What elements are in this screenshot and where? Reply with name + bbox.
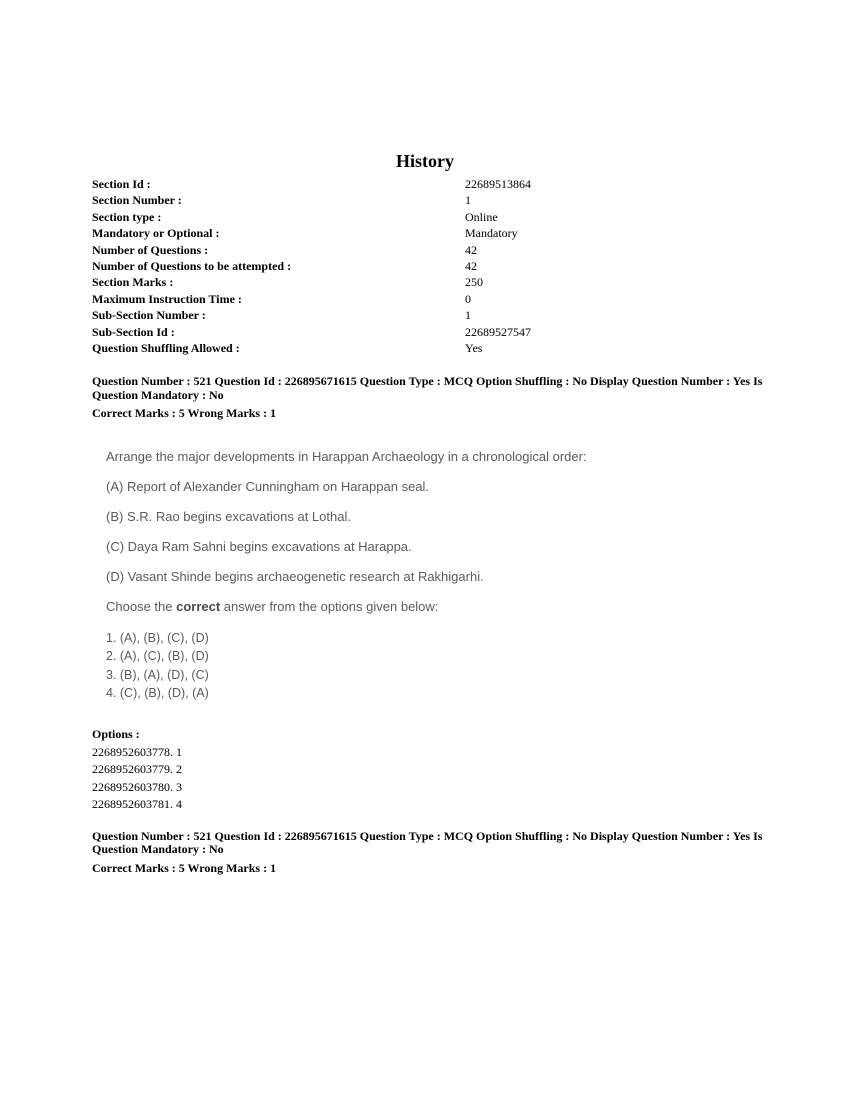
option-id-3: 2268952603780. 3 bbox=[92, 779, 182, 794]
options-block bbox=[92, 726, 850, 814]
info-label: Sub-Section Id : bbox=[92, 324, 175, 339]
info-label: Section Number : bbox=[92, 193, 182, 208]
info-value: 42 bbox=[465, 259, 477, 274]
info-value: 22689513864 bbox=[465, 177, 531, 191]
info-row-section-marks bbox=[92, 274, 850, 290]
info-value: Mandatory bbox=[465, 226, 518, 241]
info-row-section-type bbox=[92, 209, 850, 225]
question-meta-top bbox=[92, 375, 782, 421]
info-row-section-id bbox=[92, 176, 850, 192]
info-value: 250 bbox=[465, 275, 483, 290]
statement-a: (A) Report of Alexander Cunningham on Harappan seal. bbox=[106, 478, 430, 494]
info-row-sub-section-id bbox=[92, 324, 850, 340]
options-heading: Options : bbox=[92, 726, 140, 741]
info-row-section-number bbox=[92, 192, 850, 208]
section-info-table bbox=[92, 176, 850, 356]
info-value: 1 bbox=[465, 308, 471, 323]
option-id-1: 2268952603778. 1 bbox=[92, 744, 182, 759]
choose-instruction bbox=[106, 599, 850, 615]
info-row-question-shuffling bbox=[92, 340, 850, 356]
info-row-number-of-questions bbox=[92, 242, 850, 258]
info-value: 22689527547 bbox=[465, 324, 531, 339]
question-meta-line1: Question Number : 521 Question Id : 226895671615 Question Type : MCQ Option Shuffling : No Display Question Number : Yes Is bbox=[92, 828, 763, 843]
question-meta-line2: Question Mandatory : No bbox=[92, 842, 224, 857]
choose-bold-word: correct bbox=[176, 598, 221, 614]
info-label: Question Shuffling Allowed : bbox=[92, 341, 240, 356]
info-row-max-instruction-time bbox=[92, 291, 850, 307]
page-title: History bbox=[396, 151, 454, 171]
info-label: Number of Questions : bbox=[92, 242, 209, 257]
info-value: Online bbox=[465, 209, 498, 224]
question-meta-line2: Question Mandatory : No bbox=[92, 387, 224, 402]
option-id-4: 2268952603781. 4 bbox=[92, 797, 182, 812]
question-meta-line1: Question Number : 521 Question Id : 226895671615 Question Type : MCQ Option Shuffling : No Display Question Number : Yes Is bbox=[92, 374, 763, 389]
info-label: Maximum Instruction Time : bbox=[92, 291, 242, 306]
statement-c: (C) Daya Ram Sahni begins excavations at Harappa. bbox=[106, 538, 412, 554]
statement-b: (B) S.R. Rao begins excavations at Lothal. bbox=[106, 508, 351, 524]
info-label: Section Id : bbox=[92, 177, 151, 191]
info-row-mandatory-optional bbox=[92, 225, 850, 241]
info-label: Section Marks : bbox=[92, 275, 174, 290]
question-body bbox=[106, 449, 850, 703]
info-value: Yes bbox=[465, 341, 483, 356]
statement-d: (D) Vasant Shinde begins archaeogenetic research at Rakhigarhi. bbox=[106, 568, 484, 584]
choice-1: 1. (A), (B), (C), (D) bbox=[106, 630, 209, 645]
question-marks: Correct Marks : 5 Wrong Marks : 1 bbox=[92, 860, 277, 875]
choice-3: 3. (B), (A), (D), (C) bbox=[106, 667, 209, 682]
info-value: 1 bbox=[465, 193, 471, 208]
question-meta-line bbox=[92, 830, 782, 857]
choose-prefix: Choose the bbox=[106, 598, 177, 614]
info-label: Section type : bbox=[92, 209, 162, 224]
info-row-questions-to-attempt bbox=[92, 258, 850, 274]
choice-2: 2. (A), (C), (B), (D) bbox=[106, 649, 209, 664]
info-value: 42 bbox=[465, 242, 477, 257]
info-label: Number of Questions to be attempted : bbox=[92, 259, 292, 274]
answer-choices bbox=[106, 629, 850, 703]
choice-4: 4. (C), (B), (D), (A) bbox=[106, 686, 209, 701]
question-stem: Arrange the major developments in Harappan Archaeology in a chronological order: bbox=[106, 448, 587, 464]
question-meta-bottom bbox=[92, 830, 782, 876]
option-id-2: 2268952603779. 2 bbox=[92, 762, 182, 777]
choose-suffix: answer from the options given below: bbox=[220, 598, 439, 614]
info-value: 0 bbox=[465, 291, 471, 306]
info-row-sub-section-number bbox=[92, 307, 850, 323]
info-label: Sub-Section Number : bbox=[92, 308, 206, 323]
info-label: Mandatory or Optional : bbox=[92, 226, 220, 241]
question-meta-line bbox=[92, 375, 782, 402]
question-marks: Correct Marks : 5 Wrong Marks : 1 bbox=[92, 406, 277, 421]
